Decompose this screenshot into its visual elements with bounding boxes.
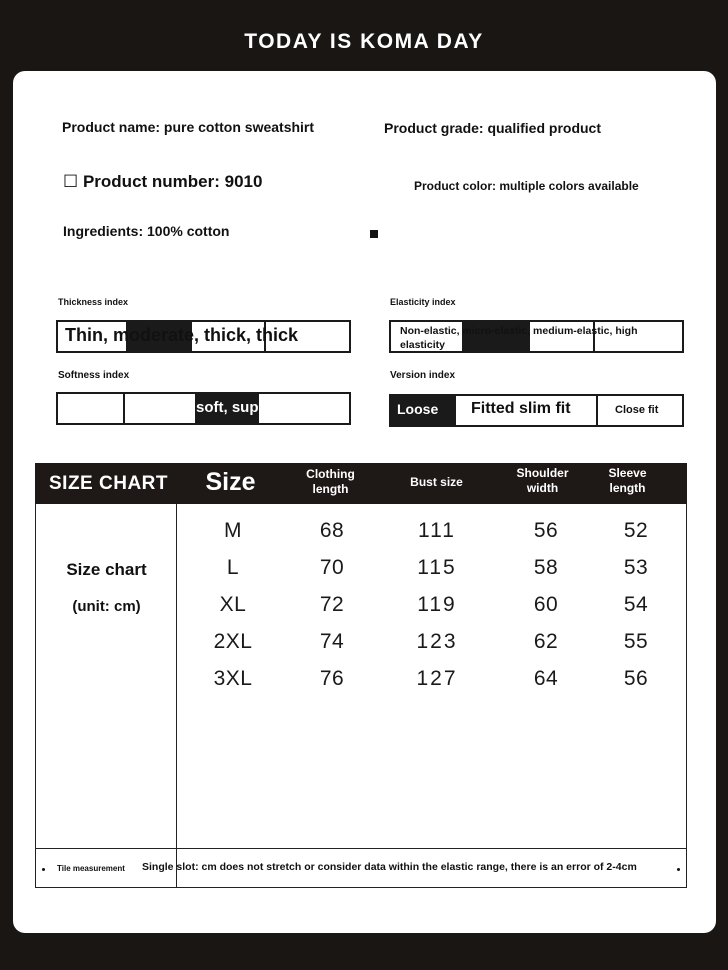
cell-shoulder: 62 [533, 630, 559, 653]
softness-index-label: Softness index [58, 370, 130, 381]
elasticity-index-label: Elasticity index [390, 297, 456, 307]
softness-index-scale [56, 392, 351, 425]
cell-sleeve: 52 [623, 519, 649, 542]
size-chart-header [35, 463, 687, 504]
cell-bust: 115 [417, 556, 457, 579]
product-ingredients: Ingredients: 100% cotton [63, 223, 230, 239]
cell-clothing-length: 68 [319, 519, 345, 542]
product-grade: Product grade: qualified product [384, 120, 602, 136]
cell-size: L [226, 556, 240, 579]
cell-clothing-length: 70 [319, 556, 345, 579]
cell-bust: 123 [416, 630, 458, 653]
version-option-fitted: Fitted slim fit [471, 400, 571, 417]
header-sleeve-length: Sleeve length [608, 465, 647, 495]
cell-sleeve: 53 [623, 556, 649, 579]
cell-clothing-length: 76 [319, 667, 345, 690]
product-number: ☐ Product number: 9010 [63, 172, 263, 191]
product-name: Product name: pure cotton sweatshirt [62, 119, 315, 135]
tile-measurement-label: Tile measurement [57, 864, 125, 873]
cell-clothing-length: 72 [319, 593, 345, 616]
cell-size: M [224, 519, 242, 542]
cell-size: 2XL [213, 630, 253, 653]
version-option-close: Close fit [615, 404, 659, 416]
thickness-index-text: Thin, moderate, thick, thick [65, 325, 299, 345]
size-chart-side-column [36, 504, 177, 887]
cell-shoulder: 56 [533, 519, 559, 542]
product-color: Product color: multiple colors available [414, 179, 639, 193]
header-shoulder-width: Shoulder width [516, 465, 569, 495]
softness-index-text: soft, super soft [196, 399, 305, 416]
cell-size: 3XL [213, 667, 253, 690]
elasticity-index-text: Non-elastic, micro-elastic, medium-elastic, high elasticity [400, 325, 638, 352]
measurement-note: Single slot: cm does not stretch or consider data within the elastic range, there is an error of 2-4cm [142, 861, 637, 873]
version-option-loose: Loose [397, 401, 439, 417]
cell-bust: 127 [416, 667, 458, 690]
banner-title: TODAY IS KOMA DAY [244, 30, 484, 53]
square-bullet-icon [370, 230, 378, 238]
cell-clothing-length: 74 [319, 630, 345, 653]
cell-bust: 111 [418, 519, 456, 542]
size-chart-side-title: Size chart [66, 560, 147, 579]
cell-sleeve: 54 [623, 593, 649, 616]
cell-shoulder: 60 [533, 593, 559, 616]
cell-size: XL [219, 593, 247, 616]
header-size: Size [205, 467, 256, 496]
thickness-index-label: Thickness index [58, 297, 129, 307]
elasticity-index-scale [389, 320, 684, 353]
header-bust-size: Bust size [410, 474, 463, 489]
product-card [13, 71, 716, 933]
cell-sleeve: 55 [623, 630, 649, 653]
size-chart-unit: (unit: cm) [72, 598, 141, 615]
thickness-index-scale [56, 320, 351, 353]
size-chart-banner: SIZE CHART [49, 472, 168, 494]
cell-shoulder: 64 [533, 667, 559, 690]
cell-sleeve: 56 [623, 667, 649, 690]
cell-shoulder: 58 [533, 556, 559, 579]
size-chart-table [35, 463, 687, 888]
cell-bust: 119 [417, 593, 457, 616]
version-index-label: Version index [390, 370, 456, 381]
version-index-scale [389, 394, 684, 427]
header-clothing-length: Clothing length [306, 466, 355, 496]
size-chart-footer [35, 848, 687, 888]
